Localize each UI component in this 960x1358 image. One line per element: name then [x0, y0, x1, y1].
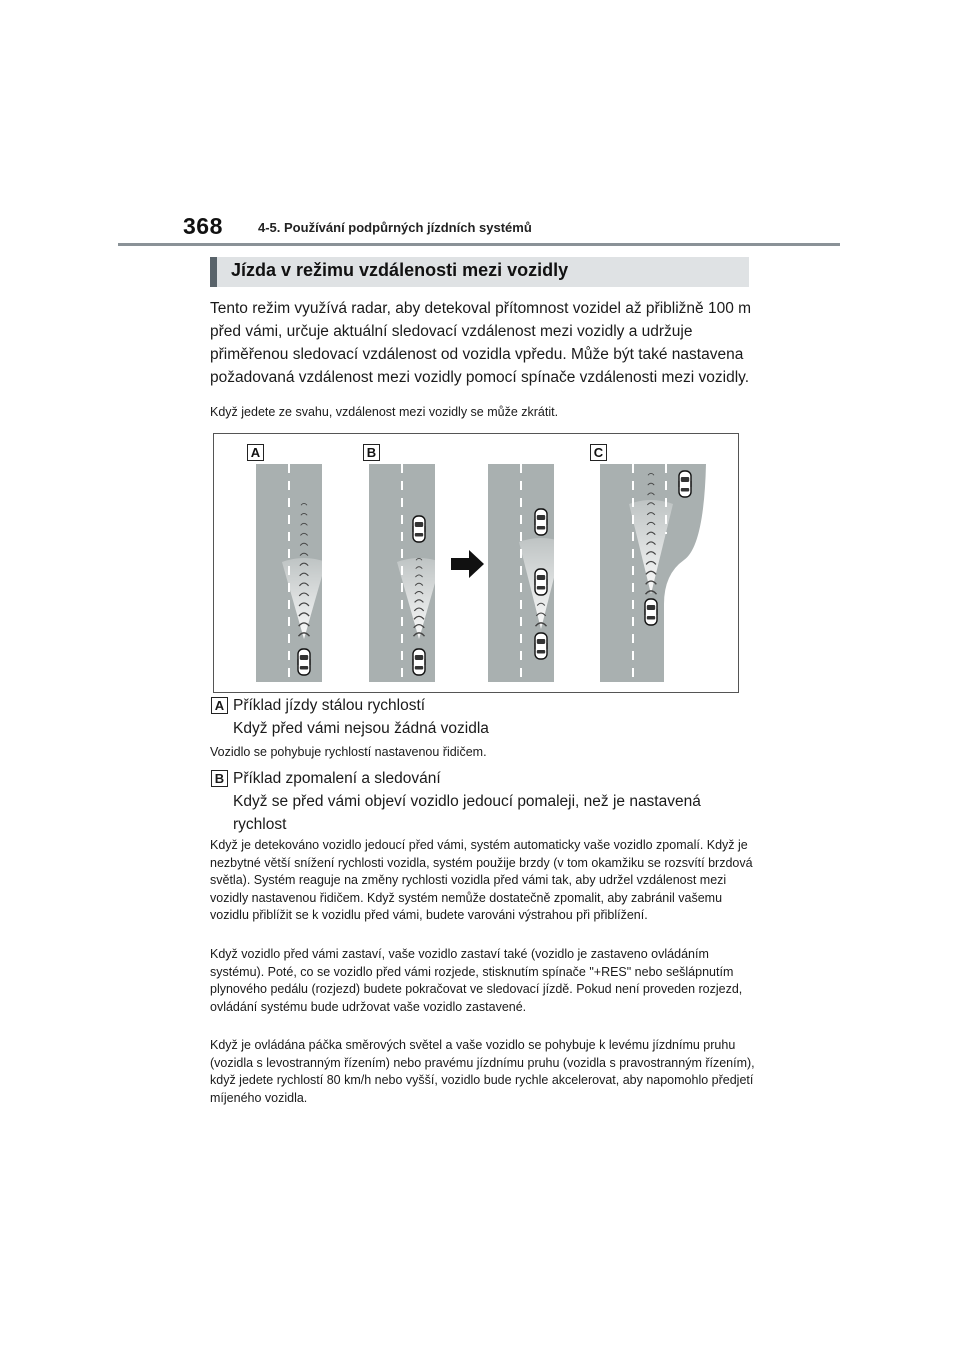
figure-label-c: C — [590, 444, 607, 461]
item-b-note-1: Když je detekováno vozidlo jedoucí před vámi, systém automaticky vaše vozidlo zpomalí. Když je nezbytné větší snížení rychlosti vozidla, systém použije brzdy (v tom okamžiku se rozsvítí brzdová světla). Systém reaguje na změny rychlosti vozidla před vámi tak, aby udržel vzdálenost mezi vozidly nastavenou řidičem. Když systém nemůže dostatečně zpomalit, aby zabránil vašemu vozidlu přiblížit se k vozidlu před vámi, budete varováni výstrahou při přiblížení. — [210, 838, 753, 922]
item-a-title: Příklad jízdy stálou rychlostí — [233, 697, 426, 714]
item-b-title: Příklad zpomalení a sledování — [233, 770, 441, 787]
page-number: 368 — [183, 213, 223, 239]
item-a-heading — [233, 694, 753, 740]
own-vehicle-c — [645, 599, 657, 625]
item-b-note-3: Když je ovládána páčka směrových světel a vaše vozidlo se pohybuje k levému jízdnímu pruhu (vozidla s levostranným řízením) nebo pravému jízdnímu pruhu (vozidla s pravostranným řízením), když jedete rychlostí 80 km/h nebo vyšší, vozidlo bude rychle akcelerovat, aby napomohlo předjetí míjeného vozidla. — [210, 1038, 755, 1105]
downhill-note: Když jedete ze svahu, vzdálenost mezi vozidly se může zkrátit. — [210, 405, 559, 419]
figure-label-a: A — [247, 444, 264, 461]
item-a-note: Vozidlo se pohybuje rychlostí nastavenou řidičem. — [210, 745, 487, 759]
item-b-note-2: Když vozidlo před vámi zastaví, vaše vozidlo zastaví také (vozidlo je zastaveno ovládáním systému). Poté, co se vozidlo před vámi rozjede, stisknutím spínače "+RES" nebo sešlápnutím plynového pedálu (rozjezd) budete pokračovat ve sledovací jízdě. Pokud není proveden rozjezd, ovládání systému bude udržovat vaše vozidlo zastavené. — [210, 947, 743, 1014]
item-b-subtitle: Když se před vámi objeví vozidlo jedoucí pomaleji, než je nastavená rychlost — [233, 793, 701, 833]
distance-mode-figure — [213, 433, 739, 693]
section-banner — [210, 257, 749, 287]
item-b-heading — [233, 767, 753, 836]
lead-vehicle-b2 — [535, 569, 547, 595]
header-divider — [118, 243, 840, 246]
road-illustration — [214, 434, 738, 692]
own-vehicle-a — [298, 649, 310, 675]
lead-vehicle-b2-top — [535, 509, 547, 535]
item-badge-b: B — [211, 770, 228, 787]
chapter-title: 4-5. Používání podpůrných jízdních systémů — [258, 220, 532, 235]
item-badge-a: A — [211, 697, 228, 714]
own-vehicle-b2 — [535, 633, 547, 659]
transition-arrow — [451, 550, 484, 578]
intro-paragraph: Tento režim využívá radar, aby detekoval přítomnost vozidel až přibližně 100 m před vámi, určuje aktuální sledovací vzdálenost mezi vozidly a udržuje přiměřenou sledovací vzdálenost od vozidla vpředu. Může být také nastavena požadovaná vzdálenost mezi vozidly pomocí spínače vzdálenosti mezi vozidly. — [210, 300, 752, 386]
own-vehicle-b1 — [413, 649, 425, 675]
figure-label-b: B — [363, 444, 380, 461]
merging-vehicle-c — [679, 471, 691, 497]
lead-vehicle-b1 — [413, 516, 425, 542]
item-a-subtitle: Když před vámi nejsou žádná vozidla — [233, 720, 489, 737]
section-title: Jízda v režimu vzdálenosti mezi vozidly — [231, 260, 569, 280]
